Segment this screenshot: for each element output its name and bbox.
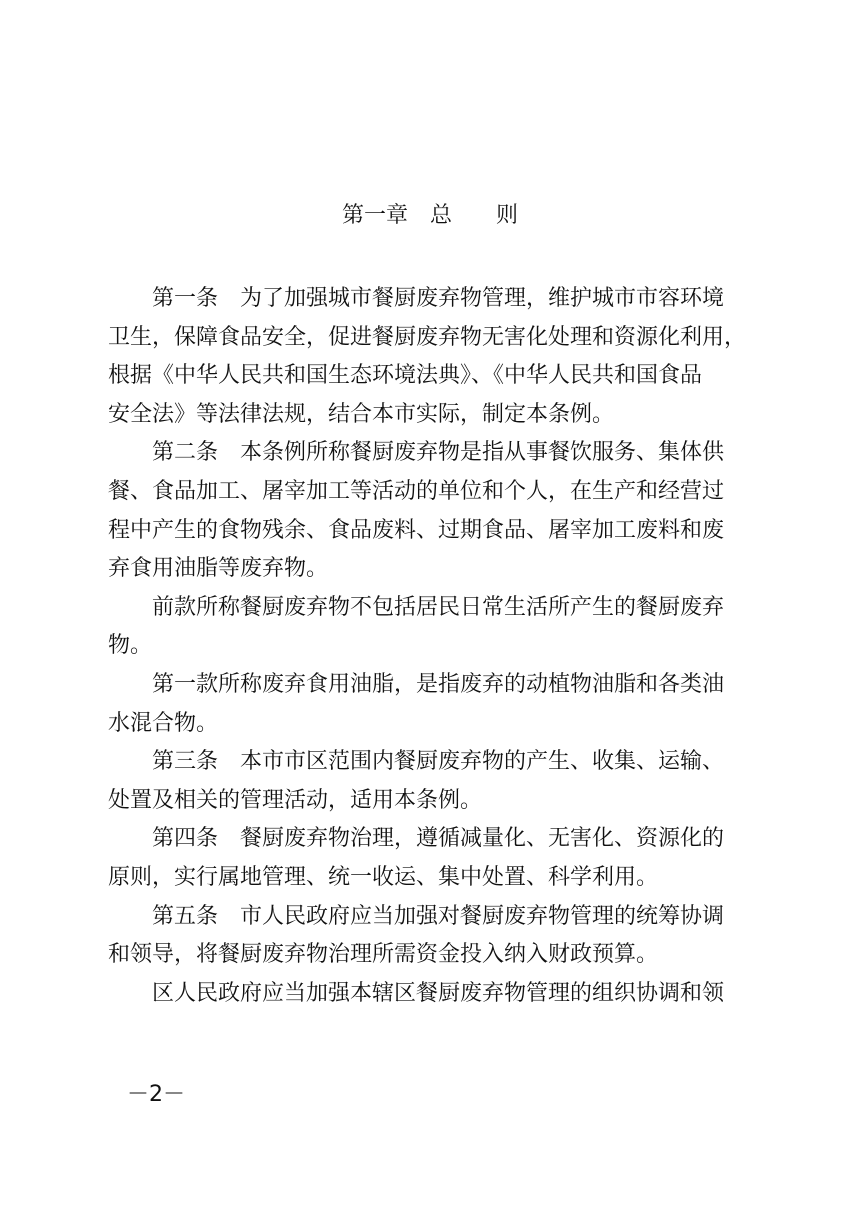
paragraph bbox=[108, 434, 758, 588]
text-line: 第四条 餐厨废弃物治理，遵循减量化、无害化、资源化的 bbox=[152, 826, 725, 852]
paragraph bbox=[108, 280, 758, 434]
text-line: 水混合物。 bbox=[108, 710, 219, 736]
paragraph bbox=[108, 975, 758, 1014]
paragraph bbox=[108, 820, 758, 897]
text-line: 安全法》等法律法规，结合本市实际，制定本条例。 bbox=[108, 401, 615, 427]
text-line: 处置及相关的管理活动，适用本条例。 bbox=[108, 787, 483, 813]
paragraph bbox=[108, 898, 758, 975]
text-line: 餐、食品加工、屠宰加工等活动的单位和个人，在生产和经营过 bbox=[108, 478, 725, 504]
text-line: 第二条 本条例所称餐厨废弃物是指从事餐饮服务、集体供 bbox=[152, 440, 725, 466]
paragraph bbox=[108, 666, 758, 743]
text-line: 第一条 为了加强城市餐厨废弃物管理，维护城市市容环境 bbox=[152, 286, 725, 311]
paragraph bbox=[108, 589, 758, 666]
paragraph bbox=[108, 743, 758, 820]
text-line: 第三条 本市市区范围内餐厨废弃物的产生、收集、运输、 bbox=[152, 749, 725, 775]
text-line: 第一款所称废弃食用油脂，是指废弃的动植物油脂和各类油 bbox=[152, 671, 725, 697]
text-line: 卫生，保障食品安全，促进餐厨废弃物无害化处理和资源化利用， bbox=[108, 324, 747, 350]
text-line: 区人民政府应当加强本辖区餐厨废弃物管理的组织协调和领 bbox=[152, 980, 725, 1006]
text-line: 和领导，将餐厨废弃物治理所需资金投入纳入财政预算。 bbox=[108, 942, 659, 968]
text-line: 程中产生的食物残余、食品废料、过期食品、屠宰加工废料和废 bbox=[108, 517, 725, 543]
article-body bbox=[108, 280, 758, 1013]
page-number: －2－ bbox=[127, 1082, 185, 1107]
text-line: 第五条 市人民政府应当加强对餐厨废弃物管理的统筹协调 bbox=[152, 903, 725, 929]
text-line: 弃食用油脂等废弃物。 bbox=[108, 556, 329, 582]
text-line: 原则，实行属地管理、统一收运、集中处置、科学利用。 bbox=[108, 864, 659, 890]
text-line: 物。 bbox=[108, 633, 153, 659]
text-line: 根据《中华人民共和国生态环境法典》、《中华人民共和国食品 bbox=[108, 363, 703, 389]
chapter-title: 第一章 总 则 bbox=[341, 203, 518, 228]
text-line: 前款所称餐厨废弃物不包括居民日常生活所产生的餐厨废弃 bbox=[152, 594, 725, 620]
